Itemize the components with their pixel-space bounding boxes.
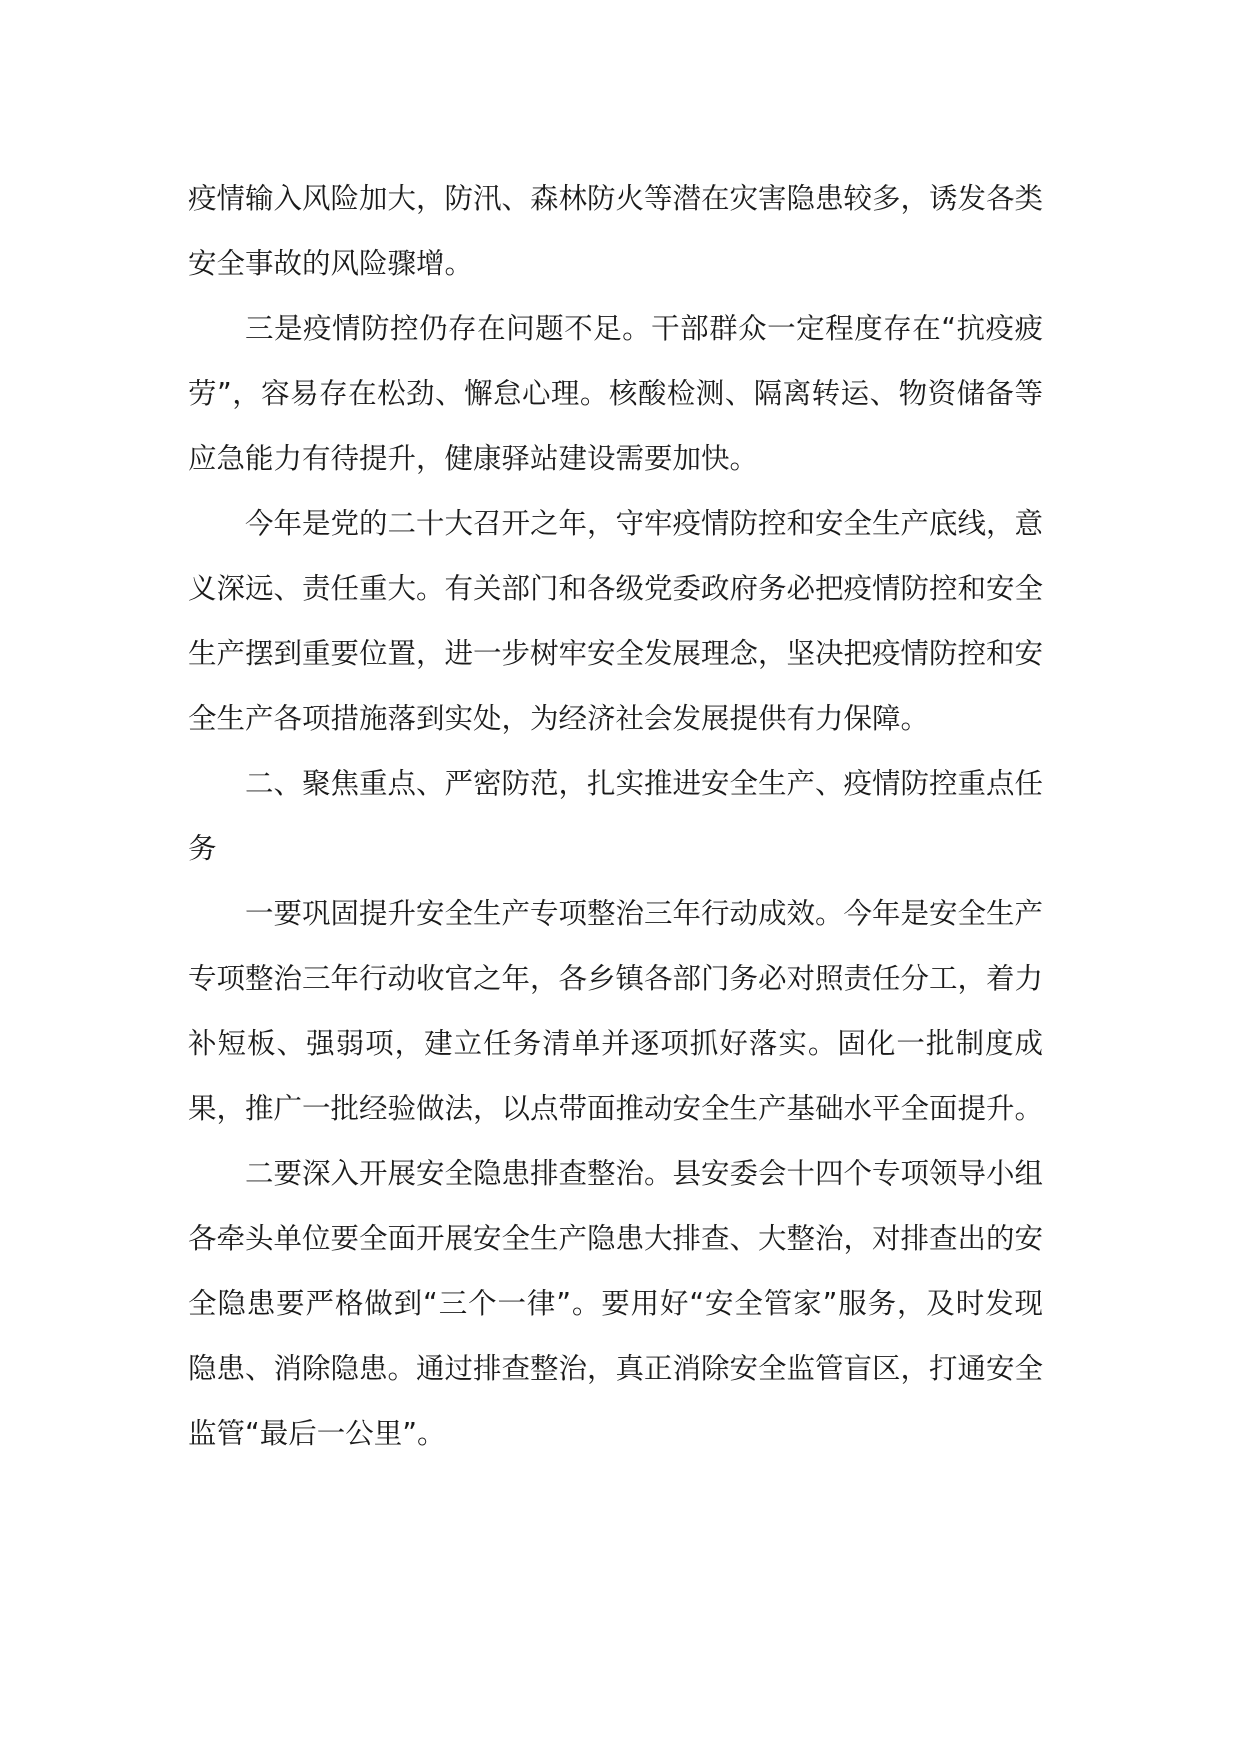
paragraph-3: 今年是党的二十大召开之年，守牢疫情防控和安全生产底线，意义深远、责任重大。有关部门和各级党委政府务必把疫情防控和安全生产摆到重要位置，进一步树牢安全发展理念，坚决把疫情防控和安全生产各项措施落到实处，为经济社会发展提供有力保障。: [188, 507, 1044, 735]
paragraph-5: 一要巩固提升安全生产专项整治三年行动成效。今年是安全生产专项整治三年行动收官之年，各乡镇各部门务必对照责任分工，着力补短板、强弱项，建立任务清单并逐项抓好落实。固化一批制度成果，推广一批经验做法，以点带面推动安全生产基础水平全面提升。: [188, 897, 1044, 1125]
paragraph-2: 三是疫情防控仍存在问题不足。干部群众一定程度存在“抗疫疲劳”，容易存在松劲、懈怠心理。核酸检测、隔离转运、物资储备等应急能力有待提升，健康驿站建设需要加快。: [188, 312, 1043, 475]
section-heading: 二、聚焦重点、严密防范，扎实推进安全生产、疫情防控重点任务: [188, 767, 1044, 865]
paragraph-6: 二要深入开展安全隐患排查整治。县安委会十四个专项领导小组各牵头单位要全面开展安全生产隐患大排查、大整治，对排查出的安全隐患要严格做到“三个一律”。要用好“安全管家”服务，及时发现隐患、消除隐患。通过排查整治，真正消除安全监管盲区，打通安全监管“最后一公里”。: [188, 1157, 1044, 1450]
document-body: [188, 166, 1043, 1466]
paragraph-1: 疫情输入风险加大，防汛、森林防火等潜在灾害隐患较多，诱发各类安全事故的风险骤增。: [188, 182, 1044, 280]
